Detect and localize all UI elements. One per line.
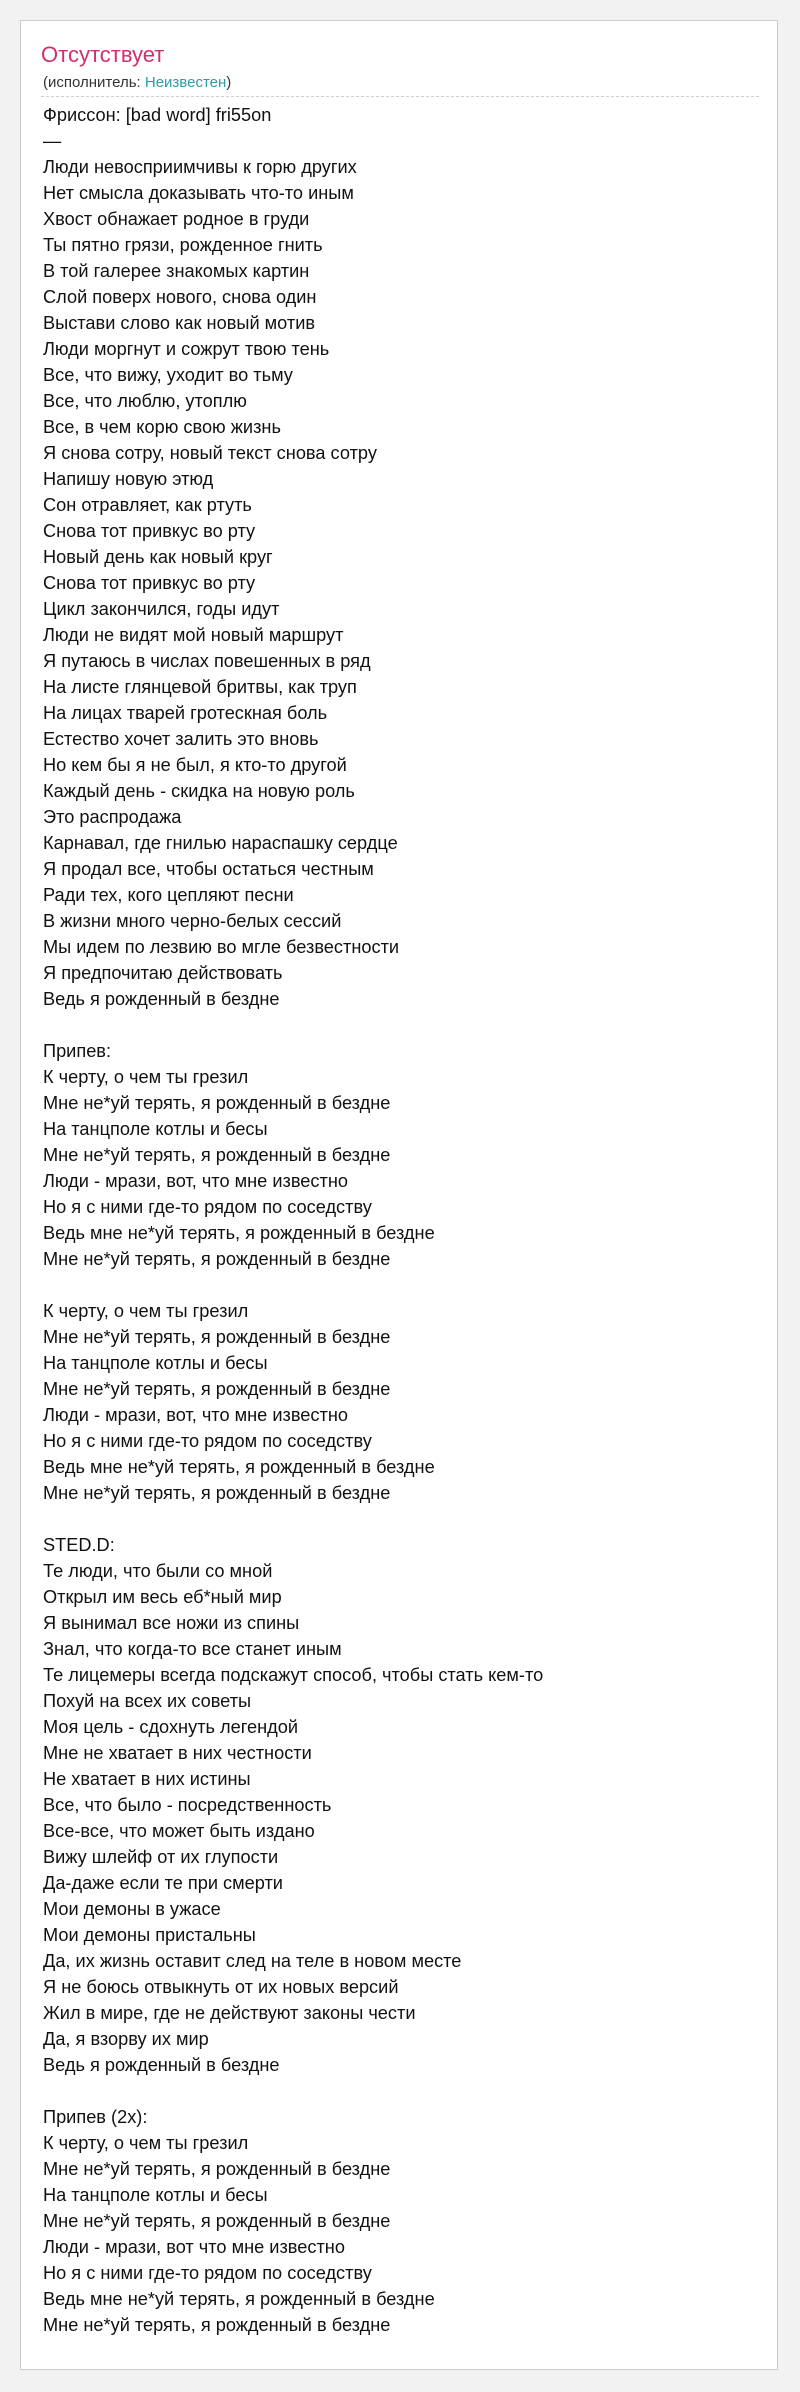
lyric-line: Вижу шлейф от их глупости (43, 1847, 279, 1867)
lyric-line: Припев (2х): (43, 2107, 148, 2127)
lyric-line: Ведь я рожденный в бездне (43, 2055, 280, 2075)
lyric-line: STED.D: (43, 1535, 115, 1555)
lyric-line: Моя цель - сдохнуть легендой (43, 1717, 299, 1737)
lyric-line: На листе глянцевой бритвы, как труп (43, 677, 357, 697)
song-title: Отсутствует (41, 42, 165, 67)
lyric-line: Я снова сотру, новый текст снова сотру (43, 443, 377, 463)
lyric-line: Я не боюсь отвыкнуть от их новых версий (43, 1977, 399, 1997)
lyric-line: Да-даже если те при смерти (43, 1873, 283, 1893)
lyric-line: Выстави слово как новый мотив (43, 313, 316, 333)
lyric-line: Мои демоны пристальны (43, 1925, 256, 1945)
lyric-line: На танцполе котлы и бесы (43, 1353, 268, 1373)
lyric-line: Каждый день - скидка на новую роль (43, 781, 355, 801)
lyric-line: Мне не*уй терять, я рожденный в бездне (43, 2315, 391, 2335)
lyric-line: Мы идем по лезвию во мгле безвестности (43, 937, 400, 957)
lyric-line: Но кем бы я не был, я кто-то другой (43, 755, 347, 775)
lyric-line: Все, что было - посредственность (43, 1795, 332, 1815)
lyric-line: Слой поверх нового, снова один (43, 287, 317, 307)
lyric-line: — (43, 131, 62, 151)
lyric-line: Мне не*уй терять, я рожденный в бездне (43, 2159, 391, 2179)
lyric-line: Люди - мрази, вот что мне известно (43, 2237, 345, 2257)
lyric-line: Ведь мне не*уй терять, я рожденный в бездне (43, 2289, 435, 2309)
lyric-line: Не хватает в них истины (43, 1769, 251, 1789)
lyric-line: Но я с ними где-то рядом по соседству (43, 1431, 372, 1451)
lyric-line: К черту, о чем ты грезил (43, 1301, 249, 1321)
lyric-line: Цикл закончился, годы идут (43, 599, 280, 619)
lyric-line: Сон отравляет, как ртуть (43, 495, 252, 515)
lyric-line: Новый день как новый круг (43, 547, 273, 567)
lyric-line: Знал, что когда-то все станет иным (43, 1639, 342, 1659)
lyric-line: Люди не видят мой новый маршрут (43, 625, 344, 645)
lyric-line: Те лицемеры всегда подскажут способ, чтобы стать кем-то (43, 1665, 544, 1685)
lyric-line: Ты пятно грязи, рожденное гнить (43, 235, 323, 255)
lyric-line: Люди - мрази, вот, что мне известно (43, 1405, 348, 1425)
lyric-line: Мне не*уй терять, я рожденный в бездне (43, 1379, 391, 1399)
lyric-line: На танцполе котлы и бесы (43, 1119, 268, 1139)
lyric-line: Мне не*уй терять, я рожденный в бездне (43, 1249, 391, 1269)
lyric-blank-line (43, 1012, 759, 1038)
lyric-line: Я путаюсь в числах повешенных в ряд (43, 651, 371, 671)
header-divider (41, 96, 759, 97)
lyric-line: Я вынимал все ножи из спины (43, 1613, 300, 1633)
lyrics-text (43, 102, 759, 2338)
lyric-line: Естество хочет залить это вновь (43, 729, 319, 749)
lyric-line: Мне не*уй терять, я рожденный в бездне (43, 1093, 391, 1113)
lyric-line: Хвост обнажает родное в груди (43, 209, 310, 229)
lyric-line: Ведь я рожденный в бездне (43, 989, 280, 1009)
lyric-line: Ради тех, кого цепляют песни (43, 885, 294, 905)
lyric-line: Это распродажа (43, 807, 182, 827)
lyric-line: Ведь мне не*уй терять, я рожденный в бездне (43, 1223, 435, 1243)
lyric-line: Я продал все, чтобы остаться честным (43, 859, 374, 879)
lyrics-card (20, 20, 778, 2370)
lyric-line: В той галерее знакомых картин (43, 261, 310, 281)
lyric-line: Но я с ними где-то рядом по соседству (43, 1197, 372, 1217)
artist-suffix: ) (226, 74, 232, 91)
lyric-line: Люди моргнут и сожрут твою тень (43, 339, 330, 359)
lyric-line: Мне не*уй терять, я рожденный в бездне (43, 1145, 391, 1165)
lyric-line: Я предпочитаю действовать (43, 963, 283, 983)
lyric-line: Снова тот привкус во рту (43, 573, 256, 593)
lyric-blank-line (43, 1272, 759, 1298)
lyric-line: Все, в чем корю свою жизнь (43, 417, 281, 437)
lyric-line: Мне не*уй терять, я рожденный в бездне (43, 2211, 391, 2231)
lyric-line: На лицах тварей гротескная боль (43, 703, 328, 723)
lyric-line: Да, я взорву их мир (43, 2029, 209, 2049)
lyric-line: Мои демоны в ужасе (43, 1899, 221, 1919)
lyric-line: Похуй на всех их советы (43, 1691, 252, 1711)
artist-line (43, 73, 231, 93)
lyric-line: Напишу новую этюд (43, 469, 214, 489)
lyric-line: Да, их жизнь оставит след на теле в новом месте (43, 1951, 462, 1971)
lyric-blank-line (43, 2078, 759, 2104)
lyric-line: На танцполе котлы и бесы (43, 2185, 268, 2205)
lyric-line: Люди невосприимчивы к горю других (43, 157, 357, 177)
lyric-line: К черту, о чем ты грезил (43, 2133, 249, 2153)
lyric-blank-line (43, 1506, 759, 1532)
lyric-line: Жил в мире, где не действуют законы чести (43, 2003, 416, 2023)
lyric-line: Мне не*уй терять, я рожденный в бездне (43, 1327, 391, 1347)
lyric-line: Все-все, что может быть издано (43, 1821, 315, 1841)
lyric-line: Все, что вижу, уходит во тьму (43, 365, 293, 385)
lyric-line: Те люди, что были со мной (43, 1561, 273, 1581)
lyric-line: Припев: (43, 1041, 112, 1061)
lyric-line: Карнавал, где гнилью нараспашку сердце (43, 833, 398, 853)
lyric-line: Все, что люблю, утоплю (43, 391, 247, 411)
lyric-line: Открыл им весь еб*ный мир (43, 1587, 282, 1607)
artist-prefix: (исполнитель: (43, 74, 145, 91)
lyric-line: В жизни много черно-белых сессий (43, 911, 342, 931)
lyric-line: Мне не*уй терять, я рожденный в бездне (43, 1483, 391, 1503)
lyric-line: Люди - мрази, вот, что мне известно (43, 1171, 348, 1191)
lyric-line: Но я с ними где-то рядом по соседству (43, 2263, 372, 2283)
lyric-line: Снова тот привкус во рту (43, 521, 256, 541)
lyric-line: Ведь мне не*уй терять, я рожденный в бездне (43, 1457, 435, 1477)
lyric-line: Нет смысла доказывать что-то иным (43, 183, 354, 203)
lyric-line: Фриссон: [bad word] fri55on (43, 105, 272, 125)
lyric-line: Мне не хватает в них честности (43, 1743, 312, 1763)
lyric-line: К черту, о чем ты грезил (43, 1067, 249, 1087)
artist-link[interactable]: Неизвестен (144, 74, 227, 91)
